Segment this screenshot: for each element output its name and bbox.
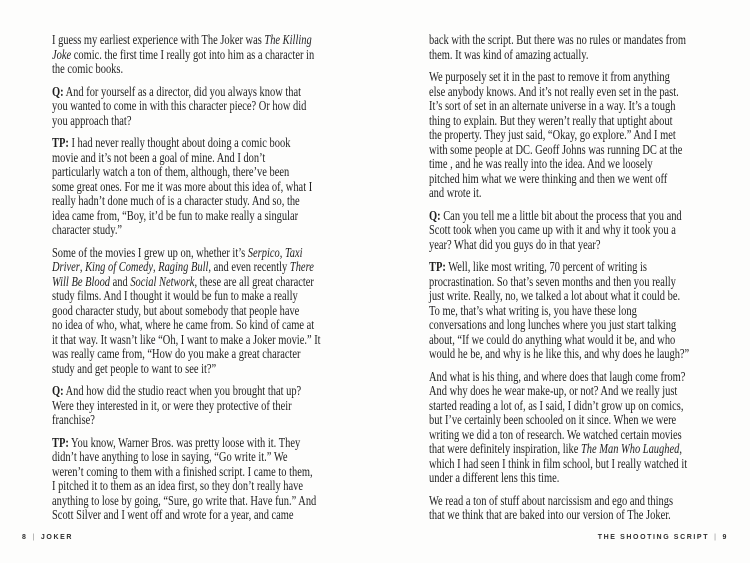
text-run: pitched him what we were thinking and then we went off (429, 170, 668, 186)
text-run: You know, Warner Bros. was pretty loose with it. They (68, 434, 301, 450)
text-run: but I’ve certainly been schooled on it since. When we were (429, 412, 677, 427)
text-run: We read a ton of stuff about narcissism and ego and things (429, 492, 674, 508)
text-line (52, 62, 330, 77)
text-line (429, 494, 707, 509)
text-line (429, 471, 707, 486)
text-run: back with the script. But there was no rules or mandates from (429, 32, 686, 47)
text-run: the property. They just said, “Okay, go explore.” And I met (429, 127, 676, 142)
text-line (52, 85, 330, 100)
speaker-label: TP: (52, 135, 69, 150)
text-run: procrastination. So that’s seven months and then you really (429, 273, 676, 289)
paragraph (52, 246, 330, 377)
text-line (429, 128, 707, 143)
text-line (429, 384, 707, 399)
paragraph (429, 209, 707, 253)
movie-title: Serpico (247, 244, 280, 260)
paragraph (52, 436, 330, 523)
text-run: under a different lens this time. (429, 470, 560, 485)
text-run: it that way. It wasn’t like “Oh, I want to make a Joker movie.” It (52, 331, 321, 347)
paragraph (52, 85, 330, 129)
text-line (429, 333, 707, 348)
text-run: Were they interested in it, or were they protective of their (52, 397, 292, 413)
text-run: I pitched it to them as an idea first, so they don’t really have (52, 478, 303, 493)
text-run: conversations and long lunches where you just start talking (429, 317, 677, 332)
text-run: franchise? (52, 412, 95, 427)
paragraph (429, 260, 707, 362)
paragraph (52, 136, 330, 238)
text-line (429, 275, 707, 290)
text-run: about, “If we could do anything what would it be, and who (429, 331, 676, 347)
right-page-text-column (429, 33, 707, 523)
text-line (429, 186, 707, 201)
text-line (52, 180, 330, 195)
text-line (52, 399, 330, 414)
text-line (52, 151, 330, 166)
text-line (429, 399, 707, 414)
text-line (52, 362, 330, 377)
text-run: which I had seen I think in film school, but I really watched it (429, 455, 688, 471)
text-line (52, 209, 330, 224)
text-run: Well, like most writing, 70 percent of writing is (445, 259, 647, 274)
text-line (52, 436, 330, 451)
text-run: We purposely set it in the past to remove it from anything (429, 69, 670, 84)
text-run: some great ones. For me it was more about this idea of, what I (52, 178, 313, 194)
text-run: , these are all great character (194, 273, 314, 289)
text-line (429, 209, 707, 224)
text-run: , (152, 259, 159, 274)
text-run: them. It was kind of amazing actually. (429, 46, 589, 62)
text-run: anything to lose by going, “Sure, go write that. Have fun.” And (52, 492, 317, 508)
footer-separator: | (32, 534, 36, 541)
text-line (52, 260, 330, 275)
text-run: And for yourself as a director, did you always know that (63, 83, 302, 99)
paragraph (52, 33, 330, 77)
text-line (52, 289, 330, 304)
text-run: would he be, and why is he like this, and why does he laugh?” (429, 346, 690, 361)
text-run: Scott Silver and I went off and wrote for a year, and came (52, 507, 294, 522)
text-run: idea came from, “Boy, it’d be fun to make really a singular (52, 207, 299, 223)
paragraph (429, 494, 707, 523)
speaker-label: Q: (52, 383, 64, 398)
paragraph (429, 370, 707, 486)
paragraph (429, 33, 707, 62)
movie-title: Will Be Blood (52, 273, 111, 289)
paragraph (52, 384, 330, 428)
text-line (52, 194, 330, 209)
text-line (52, 347, 330, 362)
text-line (52, 114, 330, 129)
text-run: you approach that? (52, 112, 132, 128)
movie-title: Joke (52, 46, 72, 62)
text-line (52, 136, 330, 151)
text-run: And what is his thing, and where does that laugh come from? (429, 368, 686, 384)
text-run: and (110, 273, 131, 289)
text-line (429, 85, 707, 100)
speaker-label: Q: (429, 207, 441, 223)
book-title: JOKER (40, 534, 74, 541)
section-title: THE SHOOTING SCRIPT (597, 534, 710, 541)
text-run: was really came from, “How do you make a great character (52, 346, 301, 361)
text-run: you wanted to come in with this character piece? Or how did (52, 98, 307, 113)
movie-title: King of Comedy (85, 259, 153, 274)
text-run: It’s sort of set in an alternate universe in a way. It’s a tough (429, 98, 676, 113)
text-run: Can you tell me a little bit about the process that you and (440, 207, 682, 223)
text-line (52, 275, 330, 290)
text-line (429, 260, 707, 275)
text-run: year? What did you guys do in that year? (429, 236, 601, 252)
text-run: To me, that’s what writing is, you have these long (429, 302, 637, 318)
text-run: character study.” (52, 222, 123, 237)
speaker-label: TP: (52, 434, 69, 450)
text-run: that we think that are baked into our version of The Joker. (429, 507, 671, 522)
page-number: 8 (22, 534, 28, 541)
movie-title: Raging Bull (158, 259, 209, 274)
left-page-text-column (52, 33, 330, 523)
text-run: , (79, 259, 86, 274)
footer-separator: | (714, 534, 718, 541)
text-line (429, 318, 707, 333)
text-run: , (279, 244, 285, 260)
text-line (52, 333, 330, 348)
text-line (52, 165, 330, 180)
text-line (429, 48, 707, 63)
text-line (429, 370, 707, 385)
text-run: good character study, but about somebody that people have (52, 302, 300, 318)
text-line (52, 48, 330, 63)
text-line (52, 33, 330, 48)
text-line (52, 494, 330, 509)
text-run: else anybody knows. And it’s not really even set in the past. (429, 83, 679, 99)
text-run: study and get people to want to see it?” (52, 360, 217, 376)
text-line (429, 114, 707, 129)
text-run: thing to explain. But they weren’t really that uptight about (429, 112, 673, 128)
text-run: Scott took when you came up with it and why it took you a (429, 222, 676, 237)
text-run: no idea of who, what, where he came from. So kind of came at (52, 317, 315, 332)
text-line (52, 450, 330, 465)
text-run: And how did the studio react when you brought that up? (63, 383, 302, 398)
text-line (429, 508, 707, 523)
text-run: study films. And I thought it would be fun to make a really (52, 288, 298, 303)
text-run: , and even recently (208, 259, 290, 274)
text-line (52, 318, 330, 333)
text-line (429, 289, 707, 304)
movie-title: There (289, 259, 314, 274)
movie-title: Social Network (130, 273, 195, 289)
right-page-footer (598, 534, 728, 541)
text-run: the comic books. (52, 61, 124, 76)
text-line (52, 304, 330, 319)
text-line (429, 223, 707, 238)
text-line (429, 143, 707, 158)
text-line (429, 428, 707, 443)
text-run: I had never really thought about doing a comic book (68, 135, 291, 150)
text-run: And why does he wear make-up, or not? And we really just (429, 383, 678, 398)
paragraph (429, 70, 707, 201)
text-line (429, 70, 707, 85)
text-run: just write. Really, no, we talked a lot about what it could be. (429, 288, 681, 303)
text-line (429, 457, 707, 472)
text-run: started reading a lot of, as I said, I didn’t grow up on comics, (429, 397, 684, 413)
text-run: weren’t coming to them with a finished script. I came to them, (52, 463, 313, 479)
text-run: writing we did a ton of research. We watched certain movies (429, 426, 682, 442)
text-run: and wrote it. (429, 185, 482, 200)
text-run: with some people at DC. Geoff Johns was running DC at the (429, 141, 683, 157)
text-line (52, 246, 330, 261)
text-line (52, 384, 330, 399)
page-number: 9 (722, 534, 728, 541)
text-run: really hadn’t done much of is a character study. And so, the (52, 193, 300, 208)
text-line (429, 238, 707, 253)
text-run: comic. the first time I really got into him as a character in (71, 46, 315, 62)
left-page-footer (22, 534, 73, 541)
text-line (429, 33, 707, 48)
text-line (52, 508, 330, 523)
text-line (52, 479, 330, 494)
text-line (429, 347, 707, 362)
text-run: particularly watch a ton of them, although, there’ve been (52, 164, 290, 179)
text-line (429, 99, 707, 114)
text-line (429, 442, 707, 457)
speaker-label: Q: (52, 83, 64, 99)
text-run: didn’t have anything to lose in saying, “Go write it.” We (52, 449, 288, 464)
text-line (429, 413, 707, 428)
text-run: that were definitely inspiration, like (429, 441, 581, 456)
text-run: movie and it’s not been a goal of mine. And I don’t (52, 149, 266, 165)
text-run: time , and he was really into the idea. And we loosely (429, 156, 653, 171)
text-line (52, 99, 330, 114)
speaker-label: TP: (429, 259, 446, 274)
text-run: , (679, 441, 682, 456)
text-line (52, 223, 330, 238)
movie-title: The Killing (264, 32, 312, 47)
text-line (429, 172, 707, 187)
text-line (52, 413, 330, 428)
text-run: I guess my earliest experience with The Joker was (52, 32, 265, 47)
text-line (429, 304, 707, 319)
movie-title: Driver (52, 259, 80, 274)
text-line (429, 157, 707, 172)
movie-title: The Man Who Laughed (580, 441, 680, 456)
movie-title: Taxi (284, 244, 303, 260)
text-line (52, 465, 330, 480)
text-run: Some of the movies I grew up on, whether it’s (52, 244, 248, 260)
